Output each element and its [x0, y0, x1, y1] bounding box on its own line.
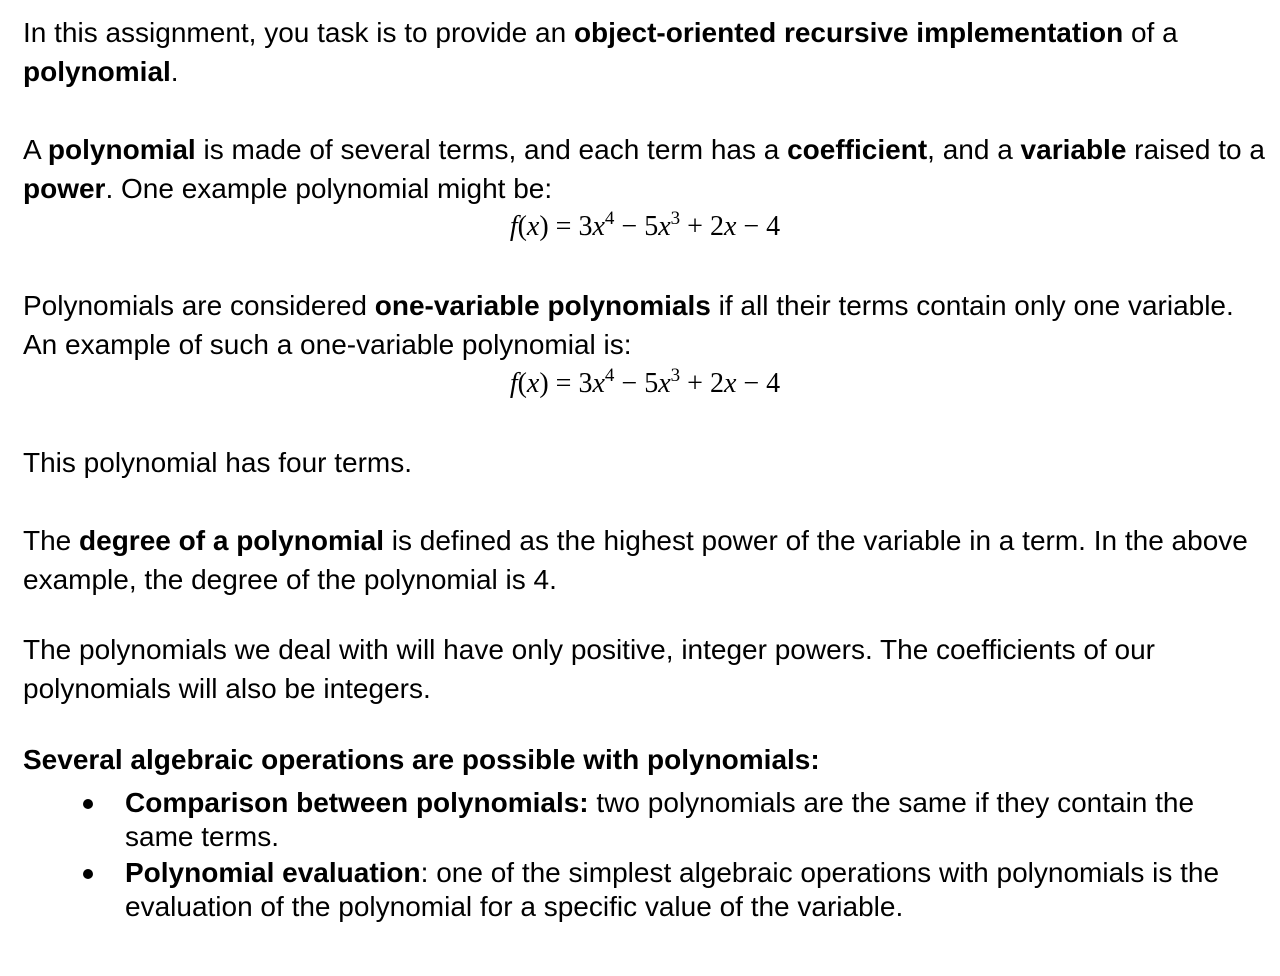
definition-bold-variable: variable	[1020, 134, 1127, 165]
degree-text: is defined as the highest power of the variable in a term. In the above example, the degree of the polynomial is 4.	[23, 525, 1248, 595]
intro-bold-polynomial: polynomial	[23, 56, 171, 87]
list-item-comparison	[0, 786, 1255, 854]
definition-text: A	[23, 134, 48, 165]
bullet-icon	[83, 869, 93, 879]
definition-text: . One example polynomial might be:	[105, 173, 553, 204]
definition-bold-power: power	[23, 173, 106, 204]
four-terms-paragraph	[23, 443, 1273, 482]
definition-text: , and a	[927, 134, 1021, 165]
one-variable-formula: $f(x) = 3x^4 - 5x^3 + 2x - 4$	[509, 365, 781, 399]
list-item-evaluation	[0, 856, 1255, 924]
one-variable-paragraph	[23, 286, 1273, 364]
list-item-text: two polynomials are the same if they contain the same terms.	[125, 787, 1195, 852]
list-item-bold: Polynomial evaluation	[125, 857, 421, 888]
one-variable-bold-term: one-variable polynomials	[374, 290, 711, 321]
intro-text: of a	[1123, 17, 1178, 48]
list-item-text: : one of the simplest algebraic operations with polynomials is the evaluation of the polynomial for a specific value of the variable.	[125, 857, 1220, 922]
intro-text: In this assignment, you task is to provide an	[23, 17, 574, 48]
intro-text: .	[170, 56, 179, 87]
intro-bold-implementation: object-oriented recursive implementation	[573, 17, 1124, 48]
operations-list	[0, 786, 1255, 926]
integer-powers-paragraph	[23, 630, 1273, 708]
intro-paragraph	[23, 13, 1273, 91]
bullet-icon	[83, 799, 93, 809]
definition-bold-coefficient: coefficient	[787, 134, 928, 165]
polynomial-definition-paragraph	[23, 130, 1273, 208]
one-variable-text: if all their terms contain only one variable. An example of such a one-variable polynomial is:	[23, 290, 1234, 360]
operations-heading	[23, 740, 1273, 779]
definition-bold-polynomial: polynomial	[47, 134, 196, 165]
definition-text: is made of several terms, and each term has a	[195, 134, 788, 165]
four-terms-text: This polynomial has four terms.	[23, 447, 413, 478]
one-variable-text: Polynomials are considered	[23, 290, 375, 321]
operations-heading-text: Several algebraic operations are possible with polynomials:	[23, 744, 820, 775]
example-formula: $f(x) = 3x^4 - 5x^3 + 2x - 4$	[509, 208, 781, 242]
degree-paragraph	[23, 521, 1273, 599]
degree-bold-term: degree of a polynomial	[79, 525, 384, 556]
integer-powers-text: The polynomials we deal with will have only positive, integer powers. The coefficients of our polynomials will also be integers.	[23, 634, 1155, 704]
degree-text: The	[23, 525, 80, 556]
definition-text: raised to a	[1126, 134, 1265, 165]
list-item-bold: Comparison between polynomials:	[125, 787, 589, 818]
